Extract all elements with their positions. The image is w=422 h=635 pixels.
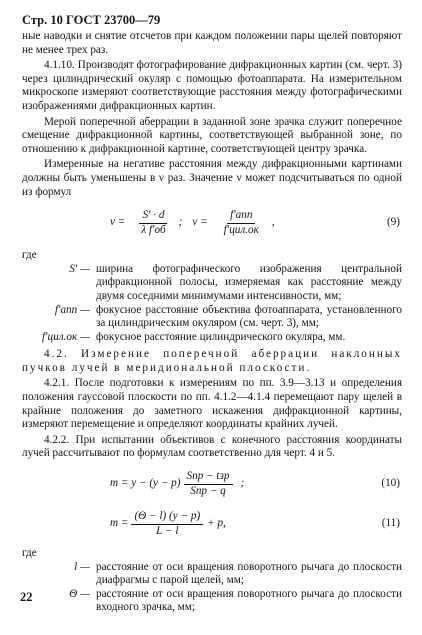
formula-11-denominator: L − l — [156, 524, 179, 537]
definition-symbol: S′ — — [69, 262, 90, 275]
formula-9-fraction-2 — [221, 209, 262, 237]
definitions-list-2 — [22, 547, 402, 615]
formula-9 — [22, 203, 402, 243]
formula-9-lhs2: ν = — [192, 216, 208, 229]
definition-symbol: f′апп — — [54, 303, 90, 316]
formula-11-numerator: (Θ − l) (y − p) — [131, 510, 203, 525]
formula-9-numerator-2: f′апп — [227, 209, 255, 224]
definition-text: ширина фотографического изображения центральной дифракционной полосы, измеряемая как расстояние между двумя соседними минимумами интенсивности, мм; — [96, 262, 402, 302]
paragraph-continuation: ные наводки и снятие отсчетов при каждом положении пары щелей повторяют не менее трех раз. — [22, 30, 402, 56]
definition-symbol: f′цил.ок — — [42, 330, 90, 343]
definitions-list-1 — [22, 249, 402, 344]
formula-10-number: (10) — [381, 477, 400, 490]
formula-9-fraction-1 — [138, 209, 168, 237]
definition-text: расстояние от оси вращения поворотного рычага до плоскости диафрагмы с парой щелей, мм; — [96, 560, 402, 587]
formula-11-lhs: m = — [110, 517, 129, 530]
page-header: Стр. 10 ГОСТ 23700—79 — [22, 13, 161, 27]
formula-10-fraction — [184, 470, 233, 498]
formula-11-fraction — [131, 510, 203, 538]
formula-9-body — [110, 209, 275, 237]
section-heading-4-2 — [22, 348, 402, 375]
page-body — [22, 30, 402, 619]
page-number: 22 — [20, 590, 33, 604]
formula-9-comma: , — [271, 216, 275, 229]
definition-symbol: l — — [74, 560, 90, 573]
formula-11 — [22, 507, 402, 541]
paragraph-negative-distances: Измеренные на негативе расстояния между дифракционными картинами должны быть уменьшены в ν раз. Значение ν может подсчитываться по одной из формул — [22, 158, 402, 198]
formula-10-body — [110, 470, 244, 498]
definitions-where-1: где — [22, 249, 37, 262]
paragraph-aberration-measure: Мерой поперечной аберрации в заданной зоне зрачка служит поперечное смещение дифракционной картины, соответствующей выбранной зоне, по отношению к дифракционной картине, соответствующей центру зрачка. — [22, 115, 402, 155]
paragraph-4-1-10: 4.1.10. Производят фотографирование дифракционных картин (см. черт. 3) через цилиндрический окуляр с помощью фотоаппарата. На измерительном микроскопе измеряют соответствующие расстояния между фотографическими изображениями дифракционных картин. — [22, 59, 402, 112]
formula-11-rhs: + p, — [207, 517, 226, 530]
formula-10-separator: ; — [240, 477, 245, 490]
section-heading-4-2-text: 4.2. Измерение поперечной аберрации наклонных пучков лучей в меридиональной плоскости. — [22, 348, 402, 374]
formula-9-denominator-1: λ f′об — [141, 223, 166, 236]
definition-text: расстояние от оси вращения поворотного рычага до плоскости входного зрачка, мм; — [96, 587, 402, 614]
formula-10-numerator: Sпр − tзр — [184, 470, 233, 485]
formula-10-lhs: m = y − (y − p) — [110, 477, 181, 490]
definitions-where-2: где — [22, 547, 37, 560]
definition-text: фокусное расстояние цилиндрического окуляра, мм. — [96, 330, 346, 343]
paragraph-4-2-1: 4.2.1. После подготовки к измерениям по пп. 3.9—3.13 и определения положения гауссовой плоскости по пп. 4.1.2—4.1.4 перемещают пару щелей в крайние положения до заметного искажения дифракционной картины, измеряют перемещение и определяют координаты крайних лучей. — [22, 377, 402, 431]
formula-9-lhs1: ν = — [110, 216, 126, 229]
formula-9-number: (9) — [386, 216, 400, 229]
formula-9-separator: ; — [178, 216, 183, 229]
formula-10 — [22, 467, 402, 501]
formula-11-body — [110, 510, 226, 538]
definition-text: фокусное расстояние объектива фотоаппарата, установленного за цилиндрическим окуляром (см. черт. 3), мм; — [96, 303, 402, 330]
formula-10-denominator: Sпр − q — [190, 484, 226, 497]
formula-9-denominator-2: f′цил.ок — [223, 223, 259, 236]
paragraph-4-2-2: 4.2.2. При испытании объективов с конечного расстояния координаты лучей рассчитывают по формулам соответственно для черт. 4 и 5. — [22, 433, 402, 460]
formula-11-number: (11) — [381, 517, 400, 530]
formula-9-numerator-1: S′ · d — [139, 209, 167, 224]
definition-symbol: Θ — — [69, 587, 90, 600]
